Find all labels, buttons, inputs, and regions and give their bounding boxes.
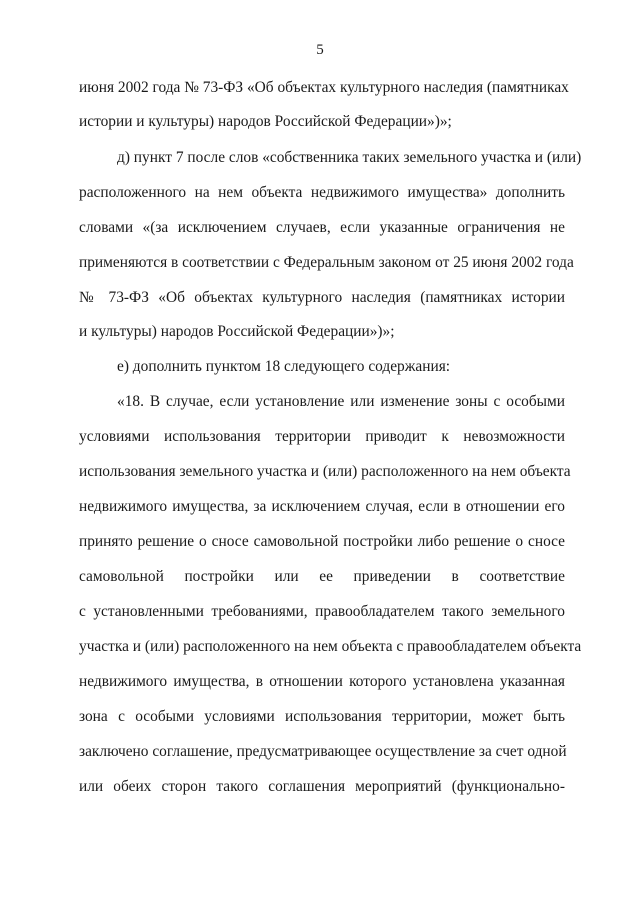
text-line: е) дополнить пунктом 18 следующего содержания: bbox=[117, 358, 451, 375]
text-line: зона с особыми условиями использования территории, может быть bbox=[79, 708, 565, 725]
text-line: июня 2002 года № 73-ФЗ «Об объектах культурного наследия (памятниках bbox=[79, 79, 569, 96]
page-number: 5 bbox=[316, 42, 324, 58]
text-line: участка и (или) расположенного на нем объекта с правообладателем объекта bbox=[79, 638, 582, 655]
text-line: самовольной постройки или ее приведении в соответствие bbox=[79, 568, 565, 585]
text-line: заключено соглашение, предусматривающее осуществление за счет одной bbox=[79, 743, 567, 760]
text-line: и культуры) народов Российской Федерации»)»; bbox=[79, 323, 395, 340]
text-line: недвижимого имущества, в отношении которого установлена указанная bbox=[79, 673, 565, 690]
text-line: словами «(за исключением случаев, если указанные ограничения не bbox=[79, 219, 565, 236]
text-line: недвижимого имущества, за исключением случая, если в отношении его bbox=[79, 498, 565, 515]
text-line: использования земельного участка и (или) расположенного на нем объекта bbox=[79, 463, 571, 480]
text-line: «18. В случае, если установление или изменение зоны с особыми bbox=[117, 393, 565, 410]
text-line: № 73-ФЗ «Об объектах культурного наследия (памятниках истории bbox=[79, 289, 565, 306]
text-line: применяются в соответствии с Федеральным законом от 25 июня 2002 года bbox=[79, 254, 574, 271]
text-line: или обеих сторон такого соглашения мероприятий (функционально- bbox=[79, 778, 565, 795]
text-line: с установленными требованиями, правообладателем такого земельного bbox=[79, 603, 565, 620]
text-line: д) пункт 7 после слов «собственника таких земельного участка и (или) bbox=[117, 149, 582, 166]
text-line: истории и культуры) народов Российской Федерации»)»; bbox=[79, 113, 452, 130]
text-line: расположенного на нем объекта недвижимого имущества» дополнить bbox=[79, 184, 565, 201]
text-line: условиями использования территории приводит к невозможности bbox=[79, 428, 565, 445]
text-line: принято решение о сносе самовольной постройки либо решение о сносе bbox=[79, 533, 565, 550]
